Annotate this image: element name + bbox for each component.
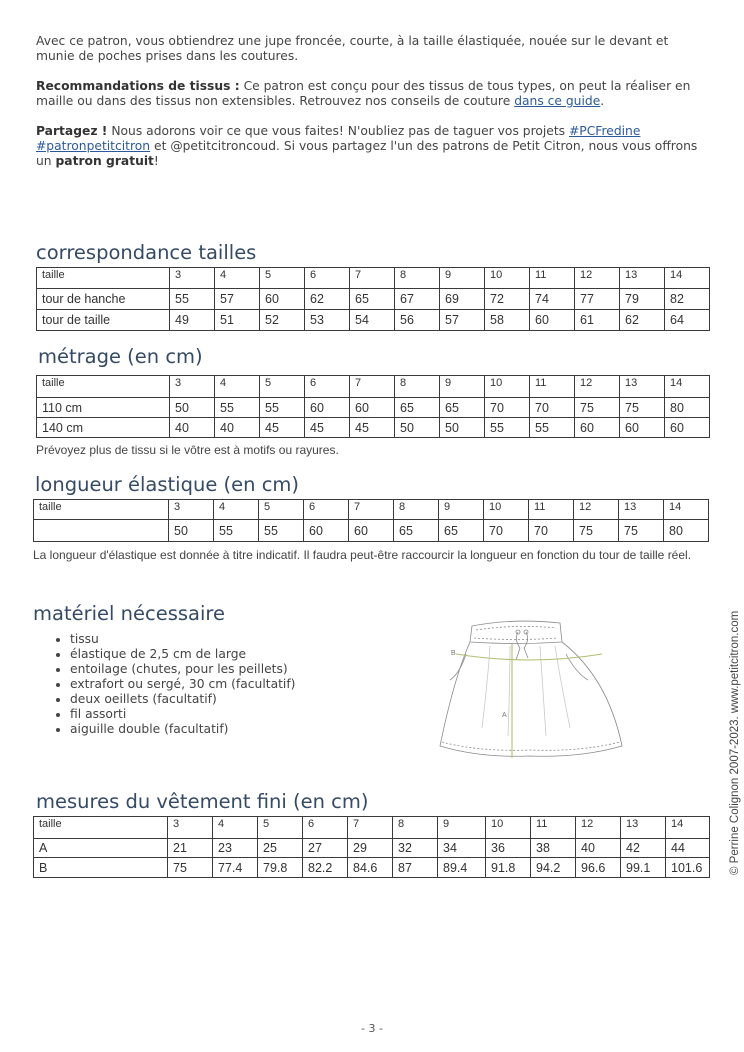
- table-cell: 53: [305, 310, 350, 331]
- copyright-text: © Perrine Colignon 2007-2023. www.petitcitron.com: [729, 610, 741, 875]
- table-cell: 91.8: [486, 858, 531, 878]
- table-cell: 11: [530, 376, 575, 398]
- table-cell: 32: [393, 839, 438, 858]
- table-cell: 6: [305, 376, 350, 398]
- table-cell: 79.8: [258, 858, 303, 878]
- table-cell: 3: [169, 500, 214, 520]
- table-cell: 70: [529, 520, 574, 542]
- guide-link[interactable]: dans ce guide: [514, 94, 601, 108]
- table-cell: 9: [438, 817, 486, 839]
- table-cell: 70: [484, 520, 529, 542]
- table-cell: 12: [575, 268, 620, 289]
- table-cell: 23: [213, 839, 258, 858]
- table-cell: 7: [350, 376, 395, 398]
- row-label-cell: 140 cm: [37, 418, 170, 438]
- table-cell: 52: [260, 310, 305, 331]
- table-cell: 60: [575, 418, 620, 438]
- table-cell: 10: [485, 376, 530, 398]
- table-cell: 6: [303, 817, 348, 839]
- table-cell: 67: [395, 289, 440, 310]
- table-cell: 87: [393, 858, 438, 878]
- table-cell: 75: [619, 520, 664, 542]
- table-cell: 60: [665, 418, 710, 438]
- share-heading: Partagez !: [36, 124, 108, 138]
- table-row: [37, 289, 710, 310]
- table-cell: 8: [395, 376, 440, 398]
- table-cell: 25: [258, 839, 303, 858]
- hashtag-pcfredine-link[interactable]: #PCFredine: [569, 124, 641, 138]
- table-cell: 80: [664, 520, 709, 542]
- table-cell: 101.6: [666, 858, 710, 878]
- row-label-cell: taille: [34, 817, 168, 839]
- table-cell: 5: [258, 817, 303, 839]
- table-cell: 27: [303, 839, 348, 858]
- table-cell: 45: [260, 418, 305, 438]
- table-cell: 65: [439, 520, 484, 542]
- skirt-body: [440, 642, 622, 756]
- finished-title: mesures du vêtement fini (en cm): [36, 790, 369, 813]
- table-cell: 8: [393, 817, 438, 839]
- table-cell: 61: [575, 310, 620, 331]
- table-cell: 70: [485, 398, 530, 418]
- table-row: [37, 398, 710, 418]
- table-cell: 96.6: [576, 858, 621, 878]
- table-cell: 9: [440, 376, 485, 398]
- table-cell: 55: [214, 520, 259, 542]
- row-label-cell: tour de taille: [37, 310, 170, 331]
- row-label-cell: taille: [37, 268, 170, 289]
- table-cell: 12: [574, 500, 619, 520]
- table-cell: 75: [575, 398, 620, 418]
- table-cell: 11: [531, 817, 576, 839]
- materials-title: matériel nécessaire: [33, 602, 225, 625]
- table-header-row: [37, 376, 710, 398]
- table-cell: 9: [440, 268, 485, 289]
- table-cell: 50: [440, 418, 485, 438]
- yardage-note: Prévoyez plus de tissu si le vôtre est à motifs ou rayures.: [36, 443, 339, 457]
- table-cell: 99.1: [621, 858, 666, 878]
- sizes-title: correspondance tailles: [36, 241, 257, 264]
- table-cell: 7: [348, 817, 393, 839]
- table-cell: 29: [348, 839, 393, 858]
- table-cell: 74: [530, 289, 575, 310]
- table-cell: 75: [620, 398, 665, 418]
- row-label-cell: taille: [37, 376, 170, 398]
- table-cell: 13: [621, 817, 666, 839]
- table-cell: 11: [530, 268, 575, 289]
- table-cell: 40: [576, 839, 621, 858]
- table-cell: 65: [350, 289, 395, 310]
- table-cell: 60: [260, 289, 305, 310]
- elastic-note: La longueur d'élastique est donnée à titre indicatif. Il faudra peut-être raccourcir la longueur en fonction du tour de taille réel.: [33, 548, 692, 562]
- table-row: [37, 310, 710, 331]
- table-row: [34, 520, 709, 542]
- row-label-cell: taille: [34, 500, 169, 520]
- table-cell: 70: [530, 398, 575, 418]
- row-label-cell: B: [34, 858, 168, 878]
- table-cell: 45: [350, 418, 395, 438]
- table-cell: 65: [394, 520, 439, 542]
- label-b: B: [451, 650, 456, 657]
- table-cell: 11: [529, 500, 574, 520]
- table-cell: 62: [305, 289, 350, 310]
- table-cell: 6: [304, 500, 349, 520]
- table-cell: 40: [170, 418, 215, 438]
- table-row: [37, 418, 710, 438]
- table-cell: 94.2: [531, 858, 576, 878]
- table-cell: 4: [215, 376, 260, 398]
- table-cell: 72: [485, 289, 530, 310]
- table-cell: 65: [440, 398, 485, 418]
- table-header-row: [34, 500, 709, 520]
- share-text: Nous adorons voir ce que vous faites! N'oubliez pas de taguer vos projets: [107, 124, 569, 138]
- table-cell: 89.4: [438, 858, 486, 878]
- table-cell: 54: [350, 310, 395, 331]
- table-cell: 82: [665, 289, 710, 310]
- table-cell: 8: [394, 500, 439, 520]
- table-cell: 60: [305, 398, 350, 418]
- table-cell: 55: [530, 418, 575, 438]
- table-cell: 36: [486, 839, 531, 858]
- waistband-stitch: [476, 626, 556, 630]
- table-cell: 21: [168, 839, 213, 858]
- table-cell: 62: [620, 310, 665, 331]
- table-cell: 50: [395, 418, 440, 438]
- table-cell: 5: [259, 500, 304, 520]
- list-item: • entoilage (chutes, pour les peillets): [70, 662, 295, 677]
- table-cell: 75: [168, 858, 213, 878]
- table-cell: 14: [666, 817, 710, 839]
- table-cell: 55: [259, 520, 304, 542]
- table-cell: 34: [438, 839, 486, 858]
- table-cell: 79: [620, 289, 665, 310]
- table-row: [34, 839, 710, 858]
- label-a: A: [502, 712, 507, 719]
- table-header-row: [34, 817, 710, 839]
- intro-text: [36, 34, 708, 184]
- tie-bow: [516, 632, 528, 660]
- table-cell: 13: [620, 376, 665, 398]
- intro-paragraph: [36, 34, 708, 64]
- table-cell: 6: [305, 268, 350, 289]
- table-row: [34, 858, 710, 878]
- list-item: • tissu: [70, 632, 295, 647]
- table-cell: 4: [213, 817, 258, 839]
- elastic-title: longueur élastique (en cm): [35, 473, 300, 496]
- sizes-table: [36, 267, 710, 331]
- table-cell: 7: [350, 268, 395, 289]
- fabric-text: Ce patron est conçu pour des tissus de tous types, on peut la réaliser en maille ou dans des tissus non extensibles. Retrouvez nos conseils de couture: [36, 79, 691, 108]
- table-cell: 40: [215, 418, 260, 438]
- table-cell: 49: [170, 310, 215, 331]
- table-cell: 50: [170, 398, 215, 418]
- table-cell: 51: [215, 310, 260, 331]
- row-label-cell: [34, 520, 169, 542]
- table-cell: 65: [395, 398, 440, 418]
- table-cell: 60: [620, 418, 665, 438]
- share-text-2: et @petitcitroncoud. Si vous partagez l'un des patrons de Petit Citron, nous vous offrons un: [36, 139, 698, 168]
- share-paragraph: Partagez ! Nous adorons voir ce que vous faites! N'oubliez pas de taguer vos projets #PCFredine #patronpetitcitron et @petitcitroncoud. Si vous partagez l'un des patrons de Petit Citron, nous vous offrons un patron gratuit!: [36, 124, 698, 168]
- table-cell: 45: [305, 418, 350, 438]
- table-cell: 14: [665, 268, 710, 289]
- list-item: • fil assorti: [70, 707, 295, 722]
- finished-table: [33, 816, 710, 878]
- table-cell: 60: [304, 520, 349, 542]
- table-cell: 56: [395, 310, 440, 331]
- table-cell: 77: [575, 289, 620, 310]
- list-item: • deux oeillets (facultatif): [70, 692, 295, 707]
- table-cell: 75: [574, 520, 619, 542]
- table-cell: 13: [620, 268, 665, 289]
- table-cell: 8: [395, 268, 440, 289]
- table-cell: 3: [170, 376, 215, 398]
- table-cell: 57: [215, 289, 260, 310]
- table-cell: 5: [260, 376, 305, 398]
- table-cell: 10: [486, 817, 531, 839]
- table-cell: 9: [439, 500, 484, 520]
- elastic-table: [33, 499, 709, 542]
- table-cell: 4: [215, 268, 260, 289]
- table-cell: 7: [349, 500, 394, 520]
- page-number: - 3 -: [361, 1022, 383, 1035]
- fabric-heading: Recommandations de tissus :: [36, 79, 240, 93]
- table-cell: 55: [260, 398, 305, 418]
- table-cell: 3: [170, 268, 215, 289]
- hem-stitch: [442, 742, 620, 750]
- table-cell: 3: [168, 817, 213, 839]
- table-cell: 60: [350, 398, 395, 418]
- table-cell: 14: [665, 376, 710, 398]
- fabric-paragraph: Recommandations de tissus : Ce patron est conçu pour des tissus de tous types, on peut la réaliser en maille ou dans des tissus non extensibles. Retrouvez nos conseils de couture dans ce guide.: [36, 79, 691, 108]
- table-cell: 60: [530, 310, 575, 331]
- table-cell: 42: [621, 839, 666, 858]
- table-cell: 55: [215, 398, 260, 418]
- materials-list: [52, 632, 295, 737]
- table-cell: 77.4: [213, 858, 258, 878]
- table-cell: 69: [440, 289, 485, 310]
- row-label-cell: 110 cm: [37, 398, 170, 418]
- table-cell: 14: [664, 500, 709, 520]
- table-cell: 5: [260, 268, 305, 289]
- intro-p1: Avec ce patron, vous obtiendrez une jupe froncée, courte, à la taille élastiquée, nouée sur le devant et munie de poches prises dans les coutures.: [36, 34, 669, 63]
- table-cell: 82.2: [303, 858, 348, 878]
- table-cell: 13: [619, 500, 664, 520]
- hashtag-patronpetitcitron-link[interactable]: #patronpetitcitron: [36, 139, 151, 153]
- row-label-cell: tour de hanche: [37, 289, 170, 310]
- table-cell: 60: [349, 520, 394, 542]
- list-item: • aiguille double (facultatif): [70, 722, 295, 737]
- table-cell: 58: [485, 310, 530, 331]
- yardage-title: métrage (en cm): [38, 345, 203, 368]
- table-cell: 57: [440, 310, 485, 331]
- skirt-illustration: [430, 618, 630, 763]
- table-cell: 12: [575, 376, 620, 398]
- table-cell: 38: [531, 839, 576, 858]
- table-cell: 80: [665, 398, 710, 418]
- table-cell: 10: [484, 500, 529, 520]
- table-cell: 64: [665, 310, 710, 331]
- table-cell: 55: [485, 418, 530, 438]
- table-cell: 12: [576, 817, 621, 839]
- table-cell: 84.6: [348, 858, 393, 878]
- table-cell: 4: [214, 500, 259, 520]
- table-cell: 55: [170, 289, 215, 310]
- free-pattern-text: patron gratuit: [55, 154, 154, 168]
- table-cell: 50: [169, 520, 214, 542]
- table-cell: 10: [485, 268, 530, 289]
- list-item: • élastique de 2,5 cm de large: [70, 647, 295, 662]
- table-cell: 44: [666, 839, 710, 858]
- table-header-row: [37, 268, 710, 289]
- list-item: • extrafort ou sergé, 30 cm (facultatif): [70, 677, 295, 692]
- yardage-table: [36, 375, 710, 438]
- row-label-cell: A: [34, 839, 168, 858]
